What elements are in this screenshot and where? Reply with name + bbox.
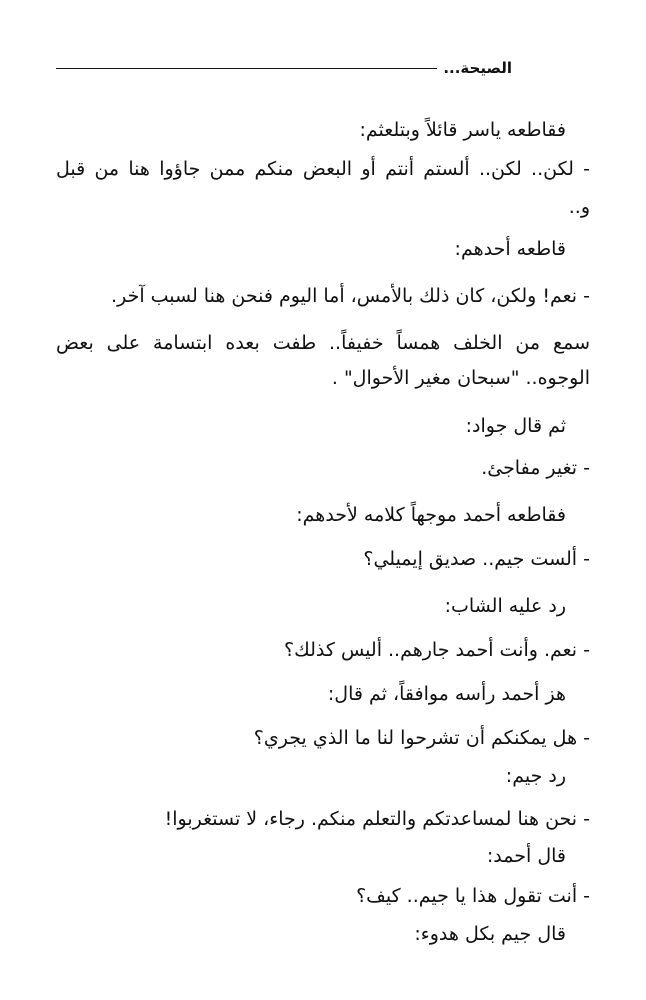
narration-line: رد عليه الشاب: [444, 595, 566, 617]
dialogue-line: - لكن.. لكن.. ألستم أنتم أو البعض منكم ممن جاؤوا هنا من قبل [56, 158, 590, 180]
narration-line: قال جيم بكل هدوء: [414, 923, 566, 945]
narration-line: فقاطعه ياسر قائلاً وبتلعثم: [359, 119, 566, 141]
narration-line: قاطعه أحدهم: [454, 238, 566, 260]
dialogue-line: - أنت تقول هذا يا جيم.. كيف؟ [356, 885, 590, 907]
dialogue-line: - هل يمكنكم أن تشرحوا لنا ما الذي يجري؟ [253, 727, 590, 749]
dialogue-line: - ألست جيم.. صديق إيميلي؟ [363, 548, 590, 570]
dialogue-continuation: و.. [568, 196, 590, 218]
narration-line: هز أحمد رأسه موافقاً، ثم قال: [327, 683, 566, 705]
narration-line: رد جيم: [505, 765, 566, 787]
running-header-title: الصيحة... [437, 56, 512, 80]
narration-line: قال أحمد: [486, 845, 566, 867]
narration-line: الوجوه.. "سبحان مغير الأحوال" . [331, 367, 590, 389]
narration-line: سمع من الخلف همساً خفيفاً.. طفت بعده ابتسامة على بعض [56, 332, 590, 354]
running-header [56, 56, 512, 80]
dialogue-line: - نعم. وأنت أحمد جارهم.. أليس كذلك؟ [284, 639, 590, 661]
dialogue-line: - نعم! ولكن، كان ذلك بالأمس، أما اليوم فنحن هنا لسبب آخر. [111, 285, 590, 307]
dialogue-line: - تغير مفاجئ. [481, 457, 590, 479]
narration-line: ثم قال جواد: [465, 415, 566, 437]
narration-line: فقاطعه أحمد موجهاً كلامه لأحدهم: [296, 504, 566, 526]
dialogue-line: - نحن هنا لمساعدتكم والتعلم منكم. رجاء، لا تستغربوا! [164, 808, 590, 830]
